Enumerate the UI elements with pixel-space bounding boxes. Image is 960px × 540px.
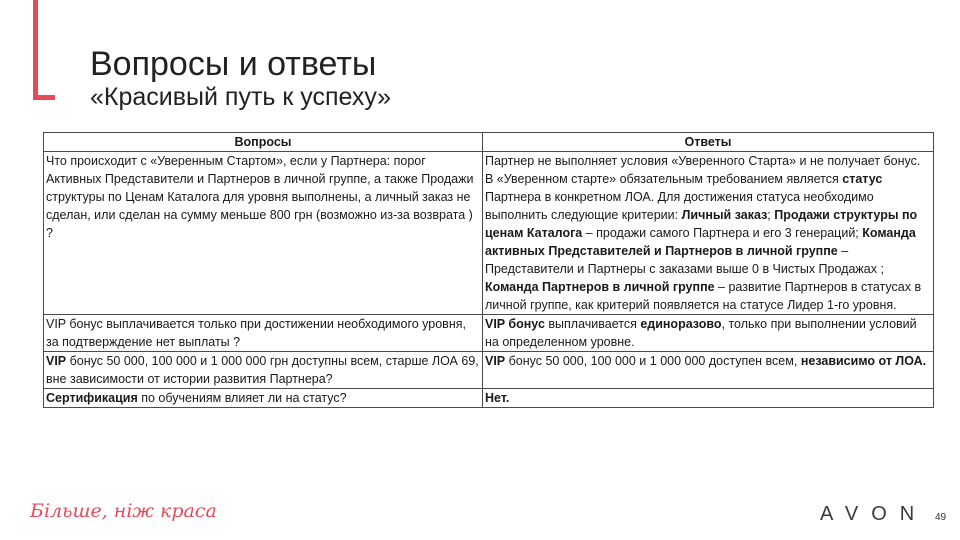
answer-cell [483,315,934,352]
avon-logo: AVON [820,503,928,525]
table-row [44,389,934,408]
answer-cell [483,152,934,315]
table-row [44,352,934,389]
question-bold-text: VIP [46,354,67,368]
question-text: по обучениям влияет ли на статус? [137,391,347,405]
table-row [44,152,934,315]
brand-slogan: Більше, ніж краса [30,500,217,522]
qa-table [43,132,934,408]
answer-text: Партнер не выполняет условия «Уверенного Старта» и не получает бонус. В «Уверенном старте» обязательным требованием является [485,154,921,186]
page-number: 49 [935,512,947,523]
answer-text: Партнера в конкретном ЛОА. Для достижения статуса необходимо выполнить следующие критерии: [485,190,874,222]
answer-bold-text: Продажи структуры по ценам Каталога [485,208,918,240]
answer-bold-text: VIP бонус [485,317,545,331]
answer-text: выплачивается [544,317,641,331]
answer-text: – Представители и Партнеры с заказами выше 0 в Чистых Продажах ; [485,244,884,276]
corner-bracket-vertical [33,0,38,100]
answer-text: бонус 50 000, 100 000 и 1 000 000 доступен всем, [505,354,801,368]
question-bold-text: Сертификация [46,391,138,405]
answer-bold-text: VIP [485,354,506,368]
page-title: Вопросы и ответы [90,45,377,83]
answer-bold-text: Команда активных Представителей и Партнеров в личной группе [485,226,916,258]
question-text: Что происходит с «Уверенным Стартом», если у Партнера: порог Активных Представители и Партнеров в личной группе, а также Продажи структуры по Ценам Каталога для уровня выполнены, а личный заказ не сделан, или сделан на сумму меньше 800 грн (возможно из-за возврата ) ? [46,154,474,240]
question-cell [44,389,483,408]
answer-text: , только при выполнении условий на определенном уровне. [485,317,917,349]
table-row [44,315,934,352]
column-header-questions: Вопросы [44,133,483,152]
answer-cell [483,352,934,389]
answer-cell [483,389,934,408]
question-cell [44,315,483,352]
column-header-answers: Ответы [483,133,934,152]
answer-text: – развитие Партнеров в статусах в личной группе, как критерий появляется на статусе Лидер 1-го уровня. [485,280,922,312]
answer-text: – продажи самого Партнера и его 3 генераций; [582,226,863,240]
answer-bold-text: единоразово [640,317,722,331]
answer-bold-text: Команда Партнеров в личной группе [485,280,715,294]
table-header-row [44,133,934,152]
answer-bold-text: Личный заказ [681,208,768,222]
question-cell [44,352,483,389]
answer-bold-text: статус [842,172,883,186]
answer-bold-text: Нет. [485,391,510,405]
question-text: бонус 50 000, 100 000 и 1 000 000 грн доступны всем, старше ЛОА 69, вне зависимости от истории развития Партнера? [46,354,479,386]
corner-bracket-horizontal [33,95,55,100]
question-cell [44,152,483,315]
page-subtitle: «Красивый путь к успеху» [90,83,392,111]
answer-text: ; [767,208,775,222]
answer-bold-text: независимо от ЛОА. [800,354,927,368]
question-text: VIP бонус выплачивается только при достижении необходимого уровня, за подтверждение нет выплаты ? [46,317,466,349]
